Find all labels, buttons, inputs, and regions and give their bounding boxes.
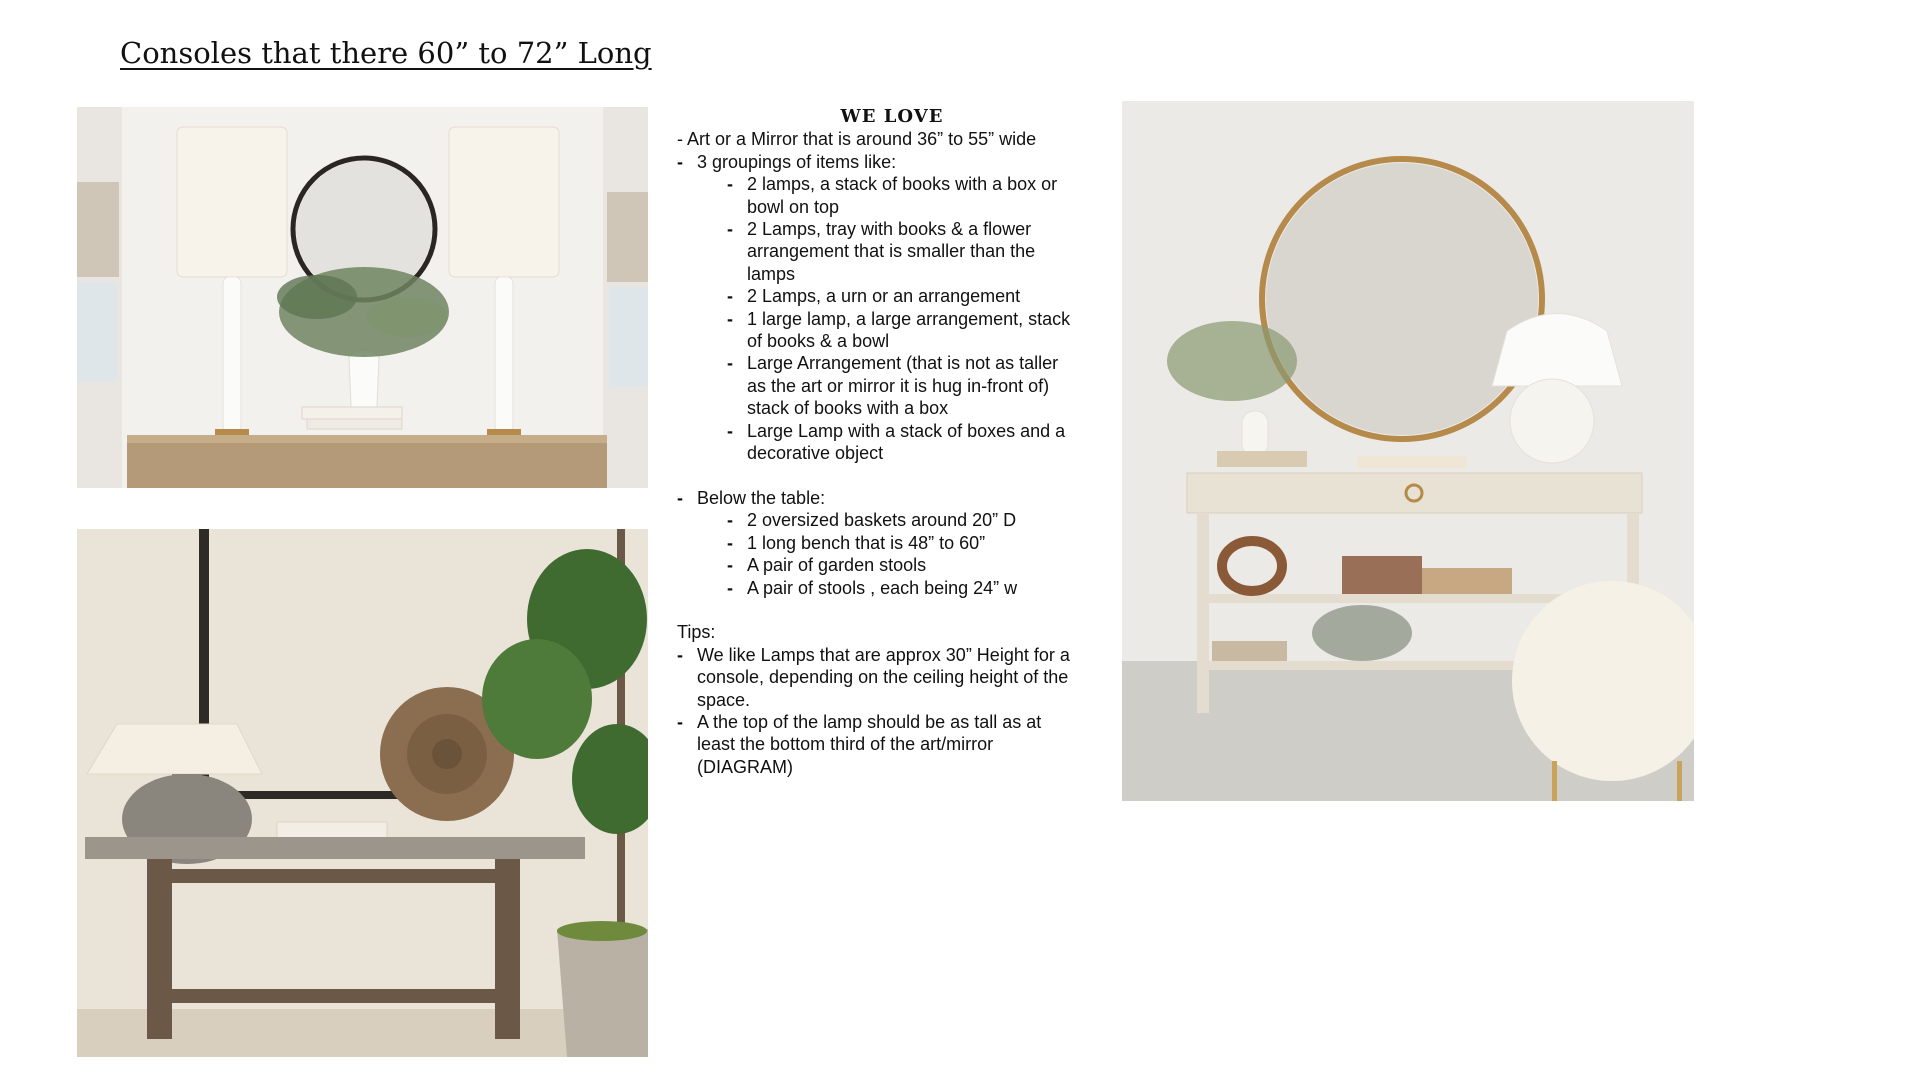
grouping-item: - Large Lamp with a stack of boxes and a decorative object bbox=[677, 420, 1077, 465]
we-love-heading: WE LOVE bbox=[840, 106, 944, 127]
console-photo-rustic bbox=[77, 529, 648, 1057]
console-photo-two-lamps bbox=[77, 107, 648, 488]
console-photo-mirror-stool bbox=[1122, 101, 1694, 801]
intro-line: - Art or a Mirror that is around 36” to 55” wide bbox=[677, 129, 1037, 150]
grouping-item: - 2 Lamps, tray with books & a flower arrangement that is smaller than the lamps bbox=[677, 218, 1077, 285]
below-item: - 2 oversized baskets around 20” D bbox=[677, 509, 1077, 531]
groupings-label: - 3 groupings of items like: bbox=[677, 151, 1077, 173]
tips-label: Tips: bbox=[677, 622, 716, 643]
below-item: - A pair of garden stools bbox=[677, 554, 1077, 576]
below-item: - 1 long bench that is 48” to 60” bbox=[677, 532, 1077, 554]
below-label: - Below the table: bbox=[677, 487, 1077, 509]
below-item: - A pair of stools , each being 24” w bbox=[677, 577, 1077, 599]
grouping-item: - 1 large lamp, a large arrangement, stack of books & a bowl bbox=[677, 308, 1077, 353]
tip-item: - A the top of the lamp should be as tall as at least the bottom third of the art/mirror (DIAGRAM) bbox=[677, 711, 1077, 778]
tip-item: - We like Lamps that are approx 30” Height for a console, depending on the ceiling height of the space. bbox=[677, 644, 1077, 711]
grouping-item: - 2 Lamps, a urn or an arrangement bbox=[677, 285, 1077, 307]
page-title: Consoles that there 60” to 72” Long bbox=[120, 36, 652, 70]
we-love-text bbox=[677, 106, 1077, 778]
grouping-item: - Large Arrangement (that is not as taller as the art or mirror it is hug in-front of) stack of books with a box bbox=[677, 352, 1077, 419]
grouping-item: - 2 lamps, a stack of books with a box or bowl on top bbox=[677, 173, 1077, 218]
